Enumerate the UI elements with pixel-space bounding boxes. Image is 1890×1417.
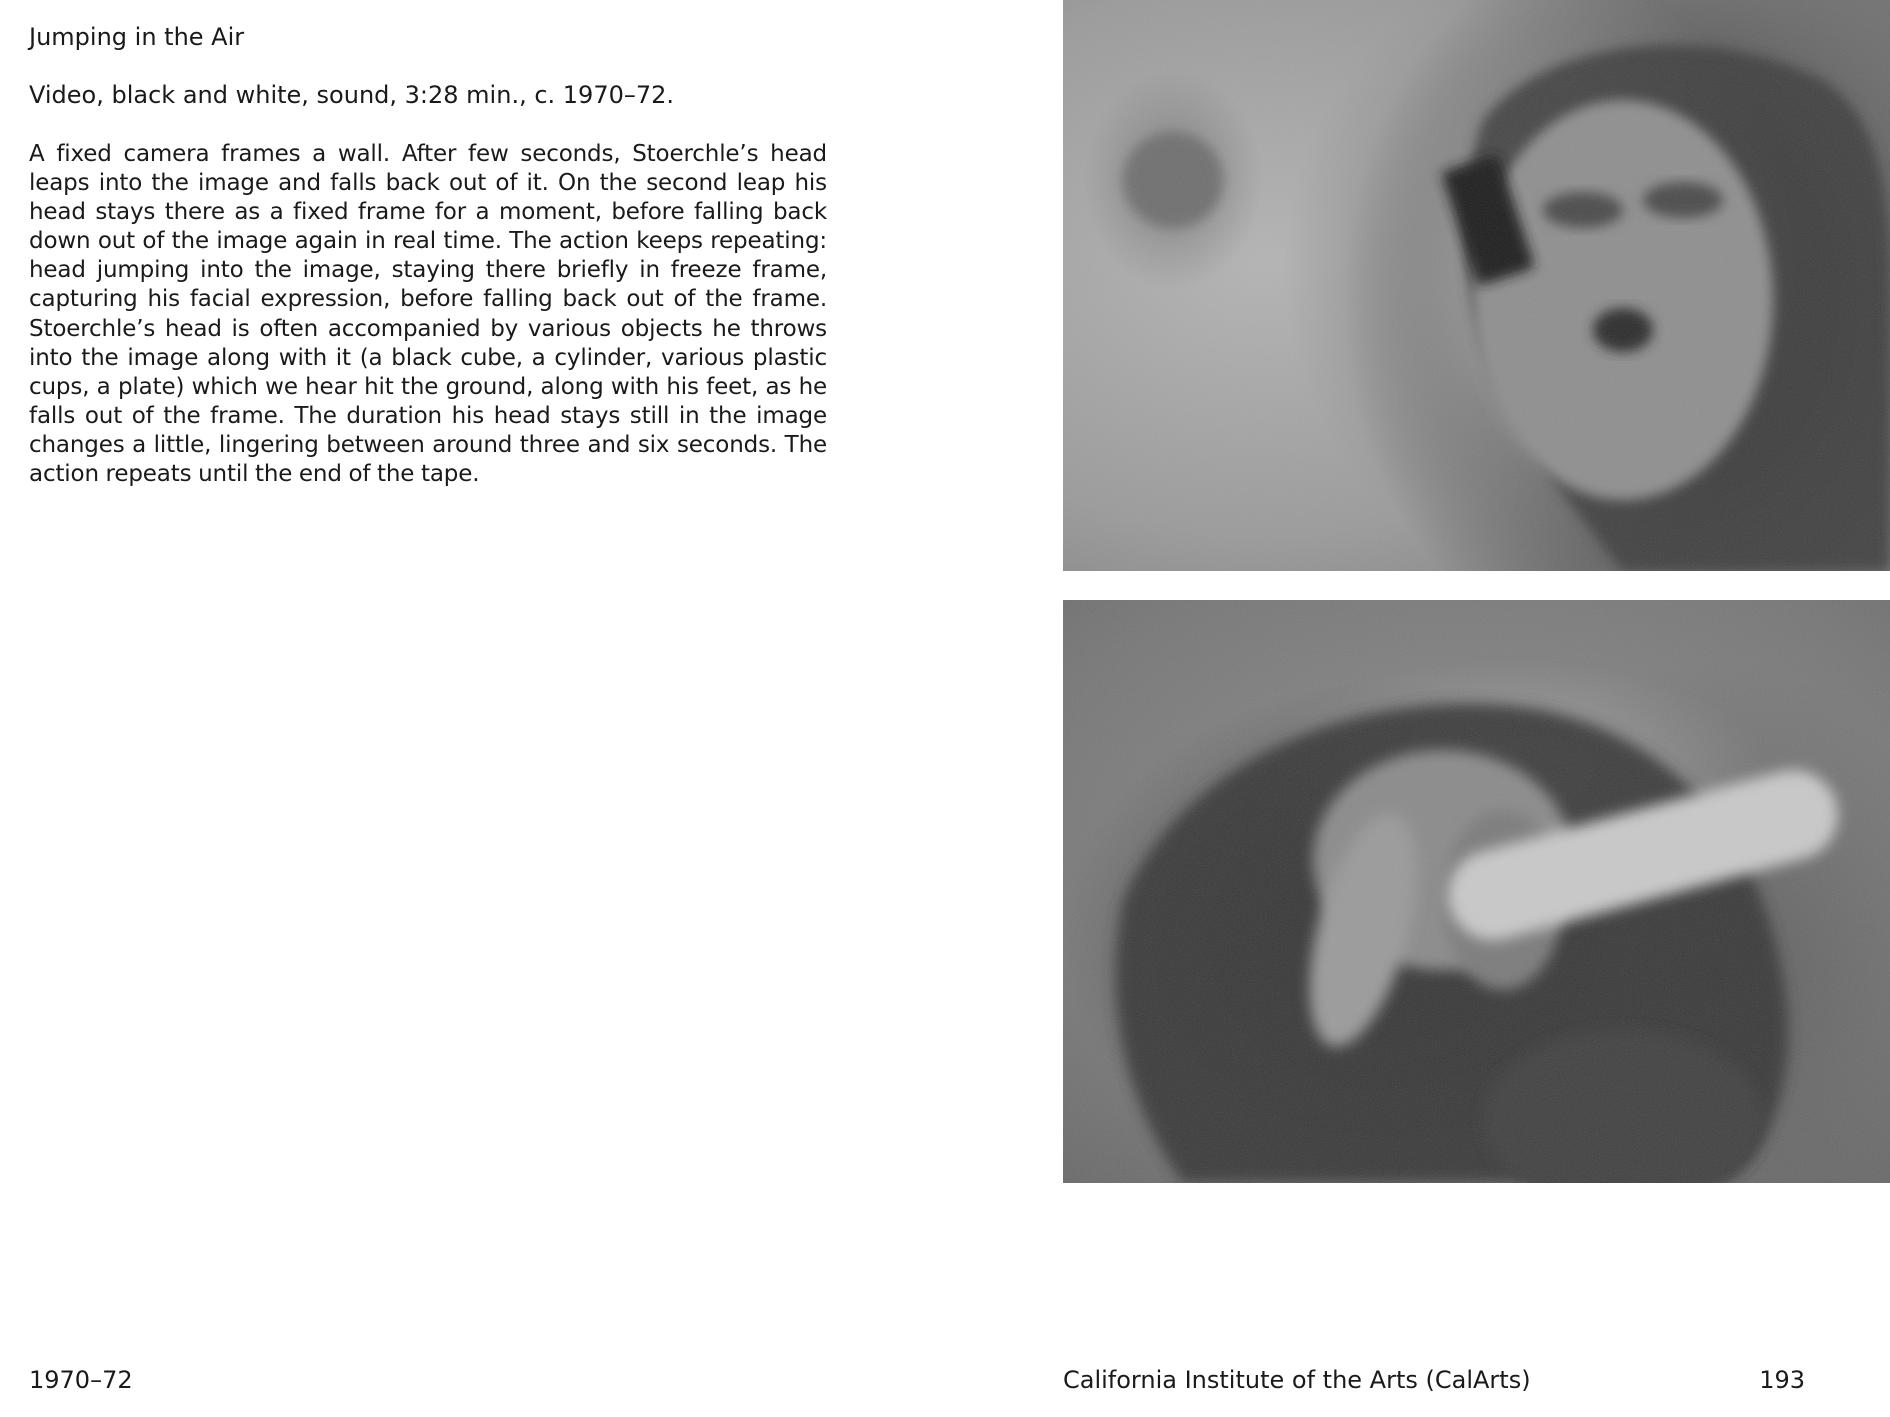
right-page [945, 0, 1890, 1417]
video-still-2 [1063, 600, 1890, 1183]
work-description: A fixed camera frames a wall. After few seconds, Stoerchle’s head leaps into the image and falls back out of it. On the second leap his head stays there as a fixed frame for a moment, before falling back down out of the image again in real time. The action keeps repeating: head jumping into the image, staying there briefly in freeze frame, capturing his facial expression, before falling back out of the frame. Stoerchle’s head is often accompanied by various objects he throws into the image along with it (a black cube, a cylinder, various plastic cups, a plate) which we hear hit the ground, along with his feet, as he falls out of the frame. The duration his head stays still in the image changes a little, lingering between around three and six seconds. The action repeats until the end of the tape. [29, 141, 827, 488]
video-still-head-with-black-cube-icon [1063, 0, 1890, 571]
work-metadata: Video, black and white, sound, 3:28 min., c. 1970–72. [29, 81, 675, 109]
page-number-right: 193 [1759, 1366, 1805, 1394]
running-footer-date: 1970–72 [29, 1366, 133, 1394]
work-title: Jumping in the Air [29, 23, 245, 51]
video-still-1 [1063, 0, 1890, 571]
running-footer-institution: California Institute of the Arts (CalArts) [1063, 1366, 1531, 1394]
video-still-head-with-cylinder-icon [1063, 600, 1890, 1183]
